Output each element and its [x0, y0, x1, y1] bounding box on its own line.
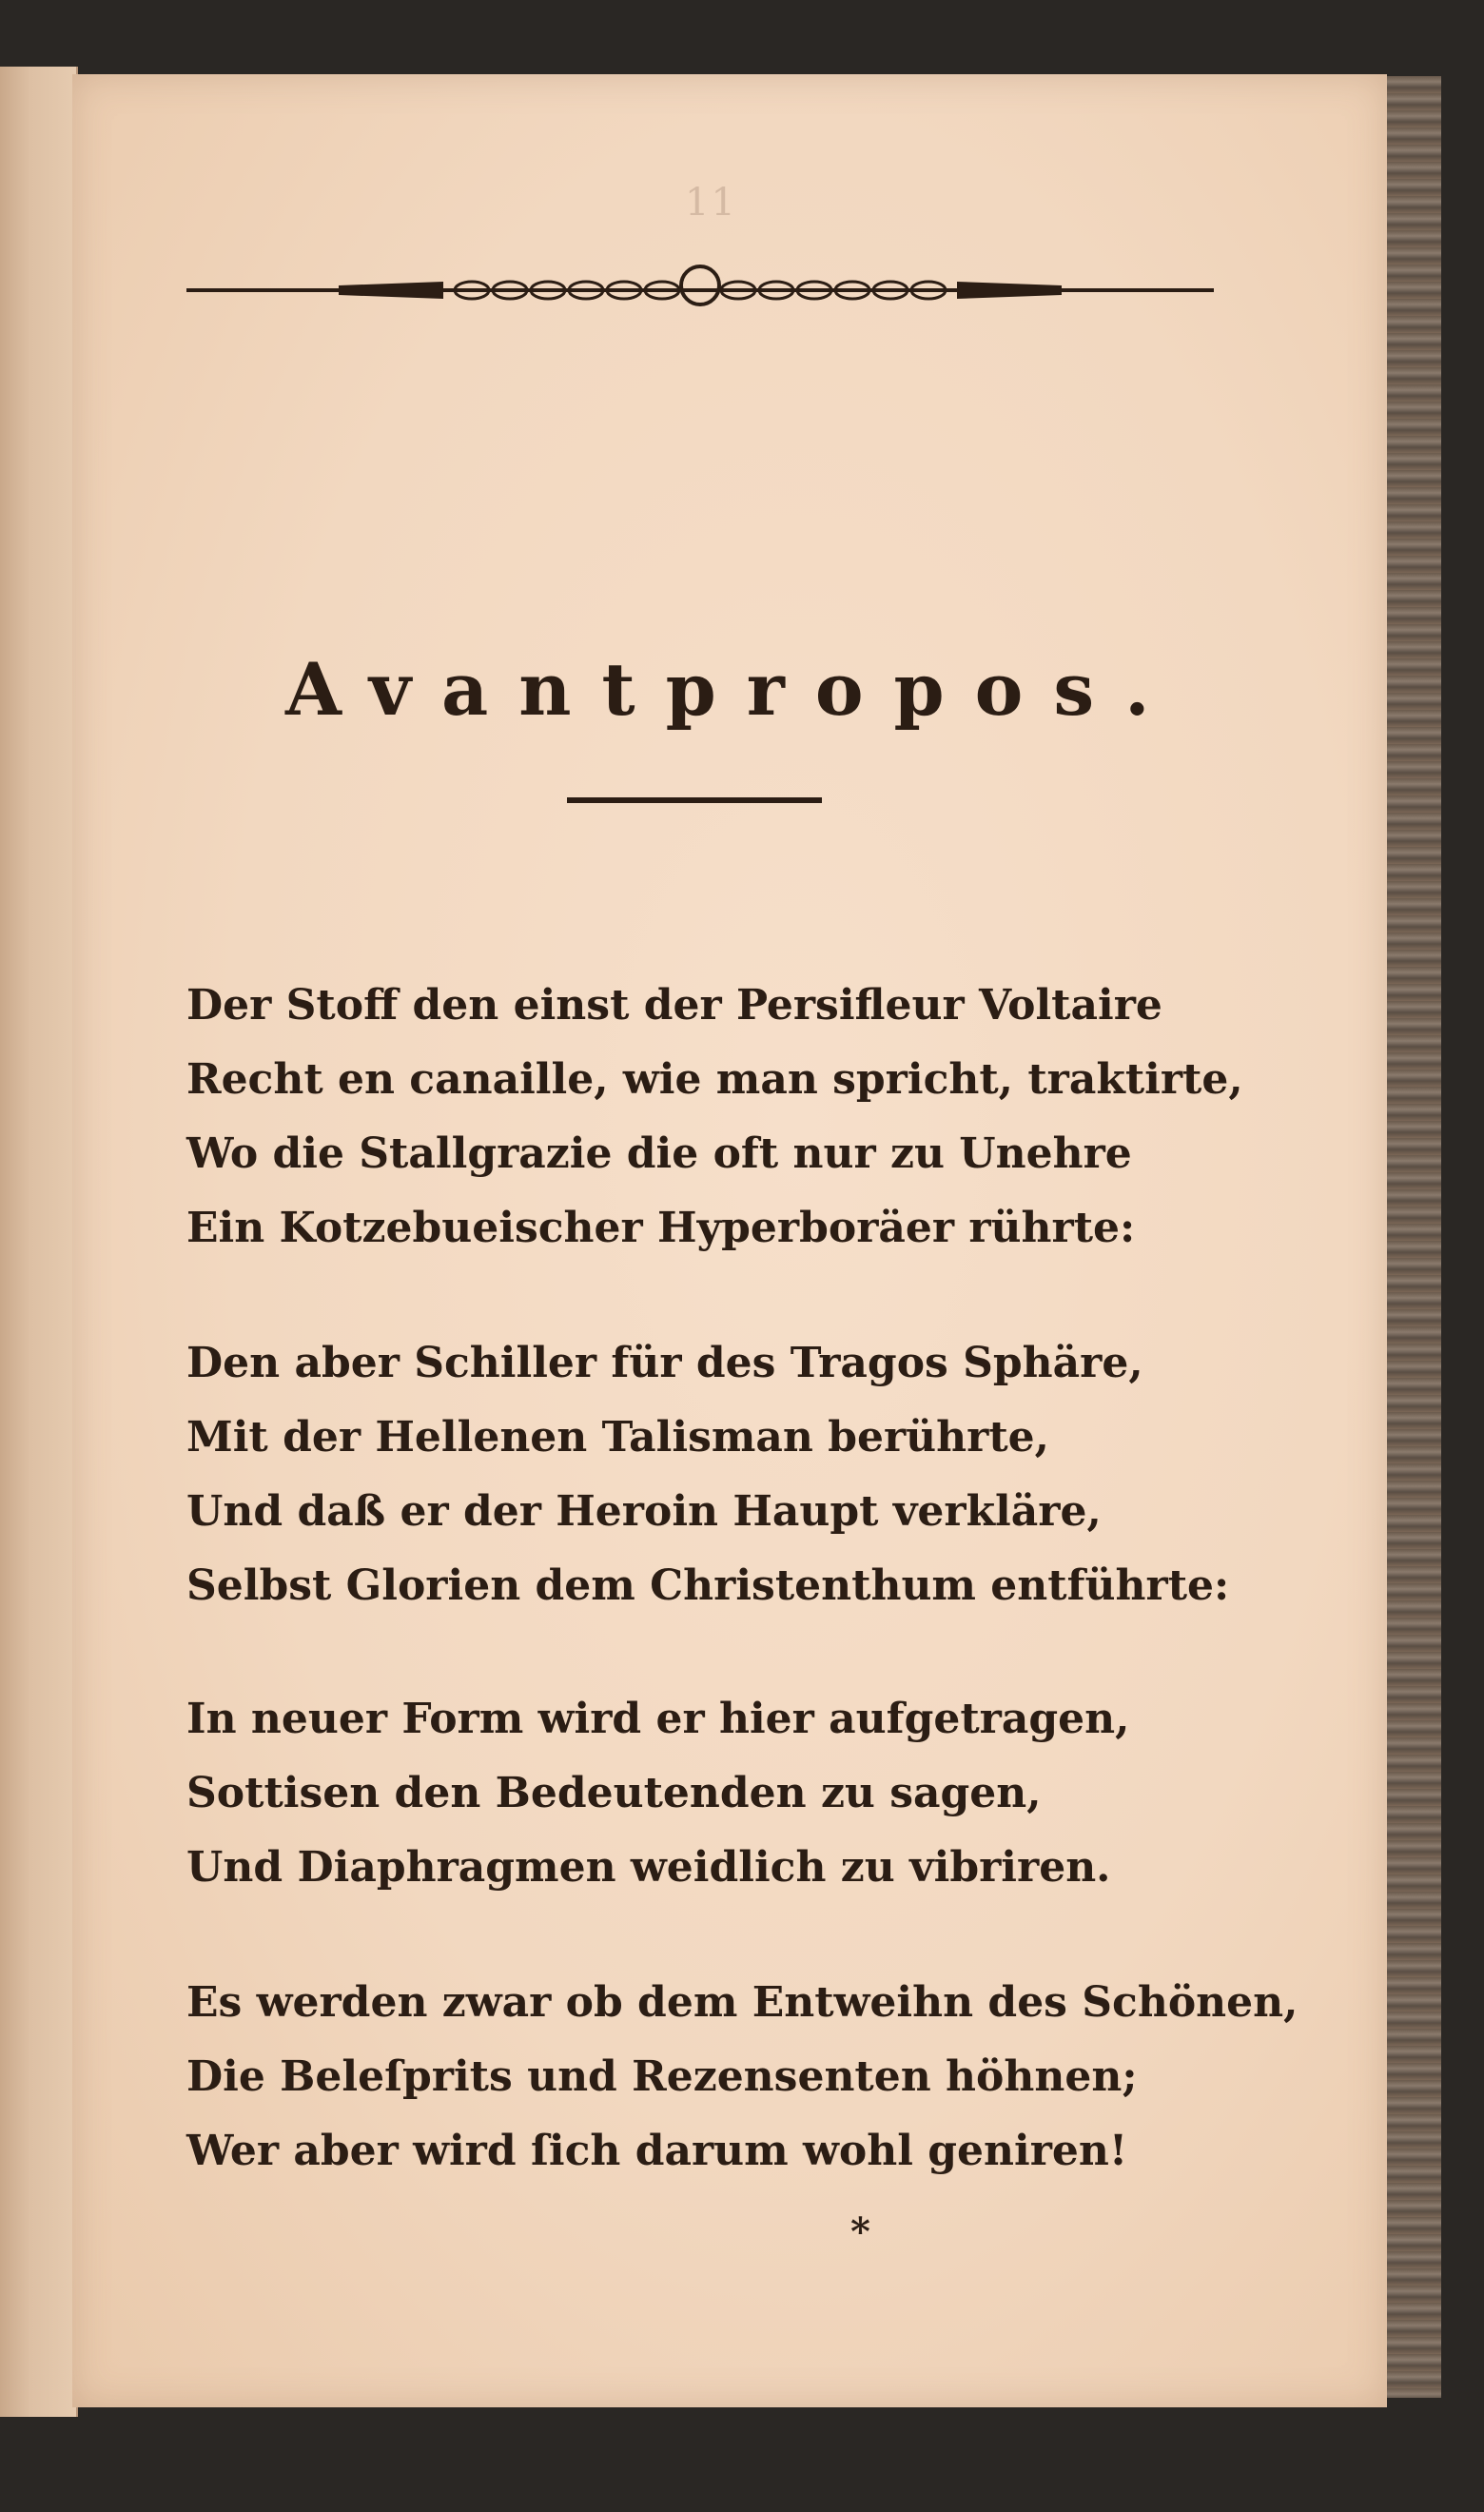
heading-rule — [567, 797, 822, 803]
verse-line: Den aber Schiller für des Tragos Sphäre, — [186, 1339, 1143, 1387]
stanza-3 — [186, 1682, 1223, 1905]
verse-line: Und Diaphragmen weidlich zu vibriren. — [186, 1843, 1111, 1892]
verse-line: Es werden zwar ob dem Entweihn des Schönen, — [186, 1978, 1298, 2027]
verse-line: Und daß er der Heroin Haupt verkläre, — [186, 1487, 1102, 1536]
verse-line: Wer aber wird ſich darum wohl geniren! — [186, 2127, 1128, 2175]
verse-line: Ein Kotzebueischer Hyperboräer rührte: — [186, 1204, 1136, 1252]
verse-line: In neuer Form wird er hier aufgetragen, — [186, 1695, 1130, 1743]
page-number: 11 — [685, 181, 737, 225]
facing-page-edge — [0, 67, 78, 2417]
catchword: * — [850, 2209, 870, 2254]
verse-line: Selbst Glorien dem Christenthum entführte: — [186, 1561, 1230, 1610]
book-cover-edge — [1379, 76, 1441, 2398]
verse-line: Sottisen den Bedeutenden zu sagen, — [186, 1769, 1042, 1817]
stanza-4 — [186, 1966, 1298, 2188]
verse-line: Die Beleſprits und Rezensenten höhnen; — [186, 2052, 1138, 2101]
stanza-1 — [186, 969, 1243, 1266]
verse-line: Recht en canaille, wie man spricht, traktirte, — [186, 1055, 1243, 1104]
verse-line: Mit der Hellenen Talisman berührte, — [186, 1413, 1049, 1462]
verse-line: Der Stoff den einst der Persifleur Voltaire — [186, 981, 1162, 1030]
page-heading: Avantpropos. — [285, 647, 1181, 732]
stanza-2 — [186, 1326, 1230, 1623]
ornamental-rule-icon — [186, 257, 1214, 324]
verse-line: Wo die Stallgrazie die oft nur zu Unehre — [186, 1129, 1132, 1178]
